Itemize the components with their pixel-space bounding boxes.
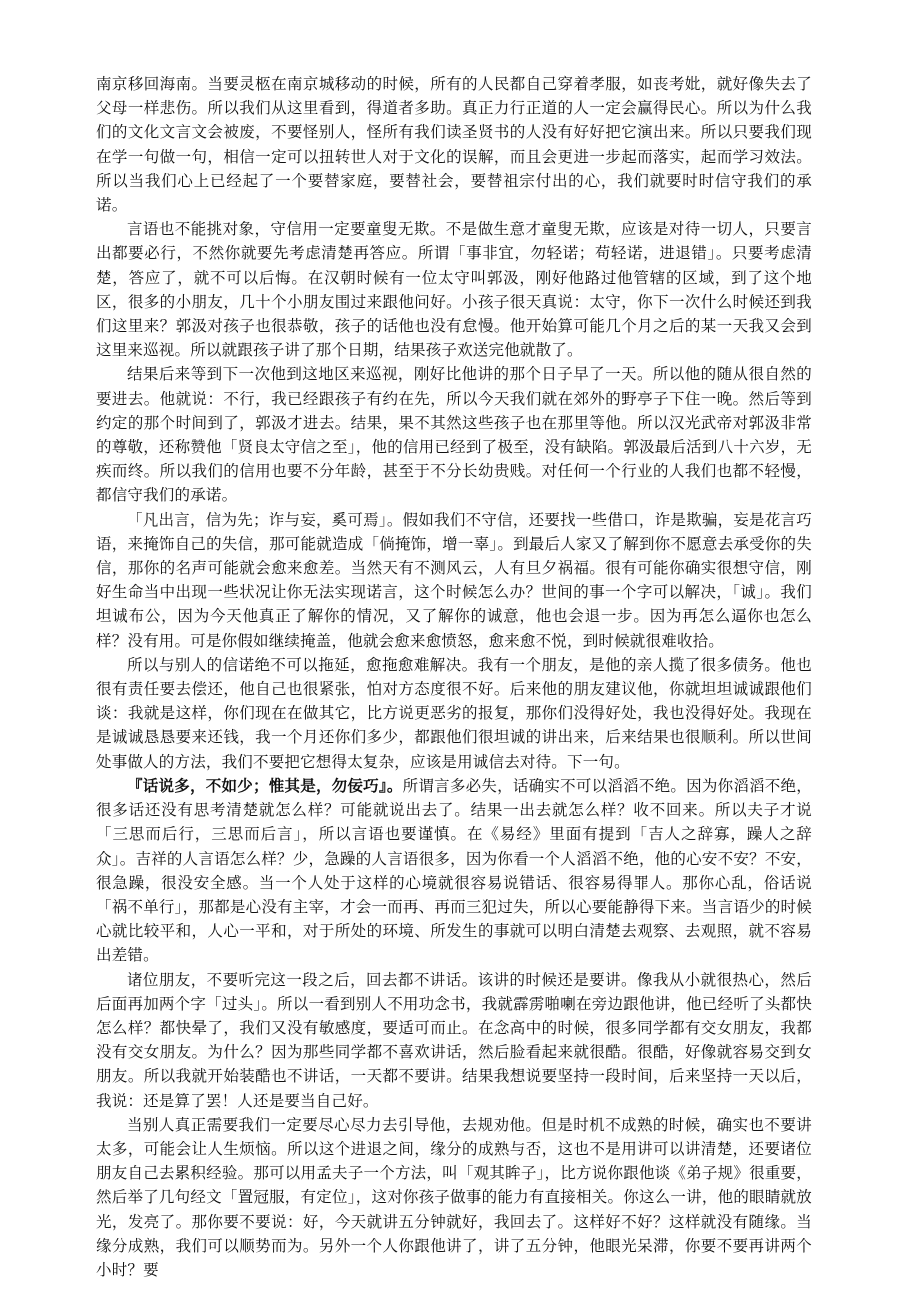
paragraph-6	[96, 774, 812, 968]
paragraph-1: 南京移回海南。当要灵柩在南京城移动的时候，所有的人民都自己穿着孝服，如丧考妣，就好像失去了父母一样悲伤。所以我们从这里看到，得道者多助。真正力行正道的人一定会赢得民心。所以为什么我们的文化文言文会被废，不要怪别人，怪所有我们读圣贤书的人没有好好把它演出来。所以只要我们现在学一句做一句，相信一定可以扭转世人对于文化的误解，而且会更进一步起而落实，起而学习效法。所以当我们心上已经起了一个要替家庭，要替社会，要替祖宗付出的心，我们就要时时信守我们的承诺。	[96, 75, 812, 215]
paragraph-4: 「凡出言，信为先；诈与妄，奚可焉」。假如我们不守信，还要找一些借口，诈是欺骗，妄是花言巧语，来掩饰自己的失信，那可能就造成「倘掩饰，增一辜」。到最后人家又了解到你不愿意去承受你的失信，那你的名声可能就会愈来愈差。当然天有不测风云，人有旦夕祸福。很有可能你确实很想守信，刚好生命当中出现一些状况让你无法实现诺言，这个时候怎么办？世间的事一个字可以解决，「诚」。我们坦诚布公，因为今天他真正了解你的情况，又了解你的诚意，他也会退一步。因为再怎么逼你也怎么样？没有用。可是你假如继续掩盖，他就会愈来愈愤怒，愈来愈不悦，到时候就很难收拾。	[96, 510, 812, 650]
paragraph-7: 诸位朋友，不要听完这一段之后，回去都不讲话。该讲的时候还是要讲。像我从小就很热心，然后后面再加两个字「过头」。所以一看到别人不用功念书，我就霹雳啪喇在旁边跟他讲，他已经听了头都快怎么样？都快晕了，我们又没有敏感度，要适可而止。在念高中的时候，很多同学都有交女朋友，我都没有交女朋友。为什么？因为那些同学都不喜欢讲话，然后脸看起来就很酷。很酷，好像就容易交到女朋友。所以我就开始装酷也不讲话，一天都不要讲。结果我想说要坚持一段时间，后来坚持一天以后，我说：还是算了罢！人还是要当自己好。	[96, 970, 812, 1110]
paragraph-5: 所以与别人的信诺绝不可以拖延，愈拖愈难解决。我有一个朋友，是他的亲人揽了很多债务。他也很有责任要去偿还，他自己也很紧张，怕对方态度很不好。后来他的朋友建议他，你就坦坦诚诚跟他们谈：我就是这样，你们现在在做其它，比方说更恶劣的报复，那你们没得好处，我也没得好处。我现在是诚诚恳恳要来还钱，我一个月还你们多少，都跟他们很坦诚的讲出来，后来结果也很顺利。所以世间处事做人的方法，我们不要把它想得太复杂，应该是用诚信去对待。下一句。	[96, 655, 812, 771]
paragraph-8: 当别人真正需要我们一定要尽心尽力去引导他，去规劝他。但是时机不成熟的时候，确实也不要讲太多，可能会让人生烦恼。所以这个进退之间，缘分的成熟与否，这也不是用讲可以讲清楚，还要诸位朋友自己去累积经验。那可以用孟夫子一个方法，叫「观其眸子」，比方说你跟他谈《弟子规》很重要，然后举了几句经文「置冠服，有定位」，这对你孩子做事的能力有直接相关。你这么一讲，他的眼睛就放光，发亮了。那你要不要说：好，今天就讲五分钟就好，我回去了。这样好不好？这样就没有随缘。当缘分成熟，我们可以顺势而为。另外一个人你跟他讲了，讲了五分钟，他眼光呆滞，你要不要再讲两个小时？要	[96, 1115, 812, 1279]
paragraph-6-bold-lead: 『话说多，不如少；惟其是，勿佞巧』。	[127, 775, 403, 795]
paragraph-3: 结果后来等到下一次他到这地区来巡视，刚好比他讲的那个日子早了一天。所以他的随从很自然的要进去。他就说：不行，我已经跟孩子有约在先，所以今天我们就在郊外的野亭子下住一晚。然后等到约定的那个时间到了，郭汲才进去。结果，果不其然这些孩子也在那里等他。所以汉光武帝对郭汲非常的尊敬，还称赞他「贤良太守信之至」，他的信用已经到了极至，没有缺陷。郭汲最后活到八十六岁，无疾而终。所以我们的信用也要不分年龄，甚至于不分长幼贵贱。对任何一个行业的人我们也都不轻慢，都信守我们的承诺。	[96, 365, 812, 505]
paragraph-6-body: 所谓言多必失，话确实不可以滔滔不绝。因为你滔滔不绝，很多话还没有思考清楚就怎么样？可能就说出去了。结果一出去就怎么样？收不回来。所以夫子才说「三思而后行，三思而后言」，所以言语也要谨慎。在《易经》里面有提到「吉人之辞寡，躁人之辞众」。吉祥的人言语怎么样？少，急躁的人言语很多，因为你看一个人滔滔不绝，他的心安不安？不安，很急躁，很没安全感。当一个人处于这样的心境就很容易说错话、很容易得罪人。那你心乱，俗话说「祸不单行」，那都是心没有主宰，才会一而再、再而三犯过失，所以心要能静得下来。当言语少的时候心就比较平和，人心一平和，对于所处的环境、所发生的事就可以明白清楚去观察、去观照，就不容易出差错。	[96, 776, 813, 965]
paragraph-2: 言语也不能挑对象，守信用一定要童叟无欺。不是做生意才童叟无欺，应该是对待一切人，只要言出都要必行，不然你就要先考虑清楚再答应。所谓「事非宜，勿轻诺；苟轻诺，进退错」。只要考虑清楚，答应了，就不可以后悔。在汉朝时候有一位太守叫郭汲，刚好他路过他管辖的区域，到了这个地区，很多的小朋友，几十个小朋友围过来跟他问好。小孩子很天真说：太守，你下一次什么时候还到我们这里来？郭汲对孩子也很恭敬，孩子的话他也没有怠慢。他开始算可能几个月之后的某一天我又会到这里来巡视。所以就跟孩子讲了那个日期，结果孩子欢送完他就散了。	[96, 220, 812, 360]
